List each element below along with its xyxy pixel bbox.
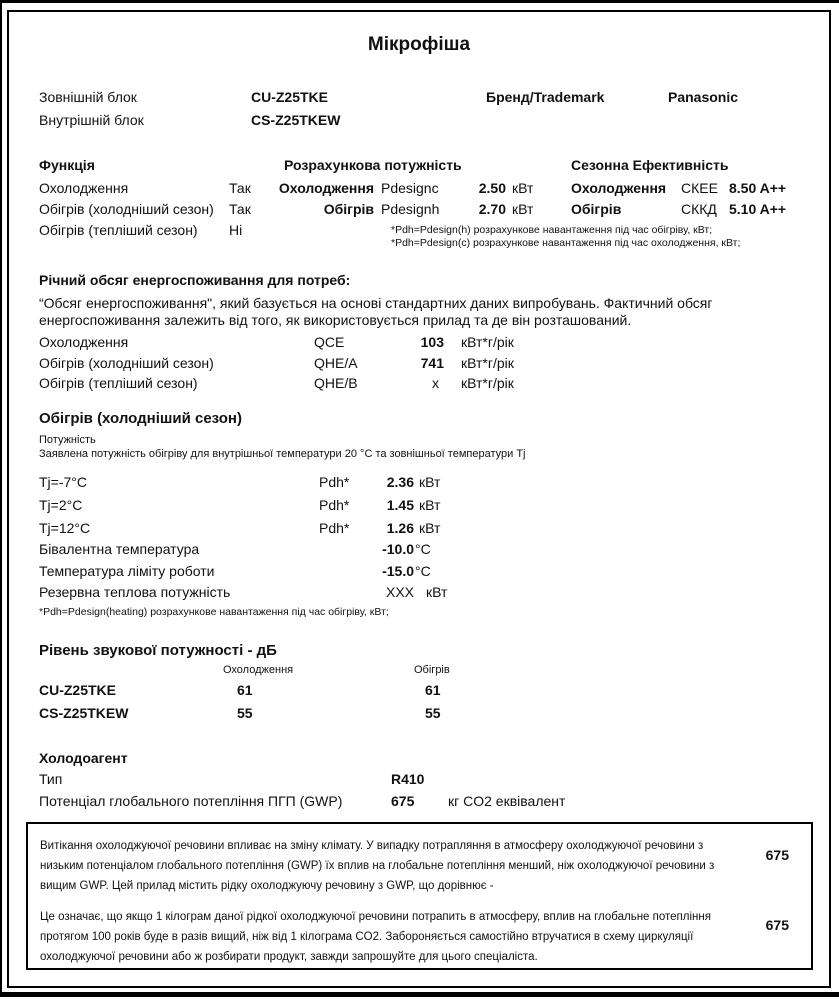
heating-extra-value: XXX bbox=[385, 584, 414, 600]
sound-power-col-header-cooling: Охолодження bbox=[223, 664, 294, 676]
design-power-code: Pdesignc bbox=[381, 180, 439, 196]
function-row-value: Ні bbox=[229, 222, 243, 238]
heating-subtitle-capacity: Потужність bbox=[39, 434, 96, 446]
annual-energy-code: QCE bbox=[314, 334, 345, 350]
indoor-unit-label: Внутрішній блок bbox=[39, 112, 144, 128]
heating-tj-unit: кВт bbox=[419, 474, 441, 490]
scan-edge-left bbox=[0, 0, 2, 992]
heating-tj-label: Tj=-7°C bbox=[39, 474, 87, 490]
heating-tj-label: Tj=12°C bbox=[39, 520, 91, 536]
function-row-label: Обігрів (тепліший сезон) bbox=[39, 222, 198, 238]
design-power-footnote: *Pdh=Pdesign(c) розрахункове навантаження під час охолодження, кВт; bbox=[391, 237, 741, 249]
design-power-value: 2.70 bbox=[478, 201, 506, 217]
refrigerant-section-title: Холодоагент bbox=[39, 750, 128, 766]
heating-tj-unit: кВт bbox=[419, 520, 441, 536]
heating-tj-value: 1.26 bbox=[386, 520, 414, 536]
refrigerant-gwp-value: 675 bbox=[391, 793, 415, 809]
heating-extra-label: Резервна теплова потужність bbox=[39, 584, 231, 600]
gwp-warning-paragraph-1: Витікання охолоджуючої речовини впливає на зміну клімату. У випадку потрапляння в атмосферу охолоджуючої речовини з низьким потенціалом глобального потепління (GWP) їх вплив на глобальне потепління менший, ніж охолоджуючої речовини з вищим GWP. Цей прилад містить рідку охолоджуючу речовину з GWP, що дорівнює - bbox=[40, 840, 715, 892]
outdoor-unit-value: CU-Z25TKE bbox=[251, 89, 329, 105]
annual-energy-label: Обігрів (холодніший сезон) bbox=[39, 355, 214, 371]
annual-energy-value: x bbox=[432, 375, 439, 391]
sound-power-model: CS-Z25TKEW bbox=[39, 705, 129, 721]
annual-energy-value: 103 bbox=[420, 334, 444, 350]
heating-subtitle-declared: Заявлена потужність обігріву для внутрішньої температури 20 °С та зовнішньої температури Tj bbox=[39, 448, 526, 460]
heating-footnote: *Pdh=Pdesign(heating) розрахункове навантаження під час обігріву, кВт; bbox=[39, 606, 389, 618]
heating-section-title: Обігрів (холодніший сезон) bbox=[39, 410, 242, 427]
heating-tj-code: Pdh* bbox=[319, 497, 350, 513]
annual-energy-unit: кВт*г/рік bbox=[461, 355, 514, 371]
design-power-name: Обігрів bbox=[323, 201, 374, 217]
seasonal-efficiency-name: Охолодження bbox=[571, 180, 667, 196]
page-title: Мікрофіша bbox=[367, 34, 471, 55]
seasonal-efficiency-name: Обігрів bbox=[571, 201, 622, 217]
scan-edge-top bbox=[0, 0, 839, 3]
refrigerant-gwp-label: Потенціал глобального потепління ПГП (GWP) bbox=[39, 793, 343, 809]
gwp-warning-box bbox=[26, 822, 813, 970]
seasonal-efficiency-section-title: Сезонна Ефективність bbox=[571, 157, 729, 173]
design-power-name: Охолодження bbox=[278, 180, 374, 196]
function-section-title: Функція bbox=[39, 157, 95, 173]
indoor-unit-value: CS-Z25TKEW bbox=[251, 112, 341, 128]
annual-energy-code: QHE/B bbox=[314, 375, 358, 391]
sound-power-section-title: Рівень звукової потужності - дБ bbox=[39, 642, 277, 659]
design-power-unit: кВт bbox=[512, 180, 534, 196]
sound-power-model: CU-Z25TKE bbox=[39, 682, 117, 698]
heating-tj-code: Pdh* bbox=[319, 474, 350, 490]
sound-power-col-header-heating: Обігрів bbox=[414, 664, 450, 676]
annual-energy-label: Охолодження bbox=[39, 334, 129, 350]
heating-tj-unit: кВт bbox=[419, 497, 441, 513]
annual-energy-unit: кВт*г/рік bbox=[461, 334, 514, 350]
seasonal-efficiency-code: СКЕЕ bbox=[681, 180, 718, 196]
design-power-code: Pdesignh bbox=[381, 201, 440, 217]
design-power-section-title: Розрахункова потужність bbox=[284, 157, 462, 173]
function-row-label: Охолодження bbox=[39, 180, 129, 196]
gwp-warning-paragraph-2: Це означає, що якщо 1 кілограм даної рідкої охолоджуючої речовини потрапить в атмосферу, вплив на глобальне потепління протягом 100 років буде в разів вищий, ніж від 1 кілограма CO2. Забороняється самостійно втручатися в схему циркуляції охолоджуючої речовини або ж розбирати продукт, завжди запрошуйте для цього спеціаліста. bbox=[40, 911, 711, 963]
scan-edge-bottom bbox=[0, 992, 839, 997]
gwp-warning-value-2: 675 bbox=[765, 917, 789, 933]
function-row-value: Так bbox=[229, 201, 251, 217]
gwp-warning-value-1: 675 bbox=[765, 847, 789, 863]
function-row-label: Обігрів (холодніший сезон) bbox=[39, 201, 214, 217]
design-power-unit: кВт bbox=[512, 201, 534, 217]
seasonal-efficiency-code: СККД bbox=[681, 201, 717, 217]
annual-energy-code: QHE/A bbox=[314, 355, 358, 371]
annual-energy-section-title: Річний обсяг енергоспоживання для потреб: bbox=[39, 272, 351, 288]
heating-extra-value: -10.0 bbox=[382, 541, 414, 557]
heating-extra-value: -15.0 bbox=[382, 563, 414, 579]
seasonal-efficiency-value: 8.50 A++ bbox=[729, 180, 787, 196]
fiche-page bbox=[7, 10, 831, 988]
heating-extra-label: Бівалентна температура bbox=[39, 541, 200, 557]
brand-label: Бренд/Trademark bbox=[486, 89, 605, 105]
sound-power-cooling-value: 61 bbox=[237, 682, 253, 698]
heating-tj-label: Tj=2°C bbox=[39, 497, 83, 513]
seasonal-efficiency-value: 5.10 A++ bbox=[729, 201, 787, 217]
heating-tj-code: Pdh* bbox=[319, 520, 350, 536]
design-power-value: 2.50 bbox=[478, 180, 506, 196]
annual-energy-value: 741 bbox=[420, 355, 444, 371]
refrigerant-type-value: R410 bbox=[391, 771, 425, 787]
design-power-footnote: *Pdh=Pdesign(h) розрахункове навантаження під час обігріву, кВт; bbox=[391, 224, 713, 236]
heating-tj-value: 2.36 bbox=[386, 474, 414, 490]
heating-extra-unit: °C bbox=[415, 541, 431, 557]
heating-extra-label: Температура ліміту роботи bbox=[39, 563, 215, 579]
annual-energy-unit: кВт*г/рік bbox=[461, 375, 514, 391]
heating-extra-unit: кВт bbox=[426, 584, 448, 600]
annual-energy-description: “Обсяг енергоспоживання", який базується на основі стандартних даних випробувань. Фактичний обсяг енергоспоживання залежить від того, як використовується прилад та де він розташований. bbox=[39, 295, 713, 328]
sound-power-cooling-value: 55 bbox=[237, 705, 253, 721]
function-row-value: Так bbox=[229, 180, 251, 196]
outdoor-unit-label: Зовнішній блок bbox=[39, 89, 137, 105]
sound-power-heating-value: 55 bbox=[425, 705, 441, 721]
refrigerant-type-label: Тип bbox=[39, 771, 63, 787]
heating-extra-unit: °C bbox=[415, 563, 431, 579]
annual-energy-label: Обігрів (тепліший сезон) bbox=[39, 375, 198, 391]
refrigerant-gwp-unit: кг CO2 еквівалент bbox=[448, 793, 566, 809]
brand-value: Panasonic bbox=[668, 89, 739, 105]
sound-power-heating-value: 61 bbox=[425, 682, 441, 698]
heating-tj-value: 1.45 bbox=[386, 497, 414, 513]
